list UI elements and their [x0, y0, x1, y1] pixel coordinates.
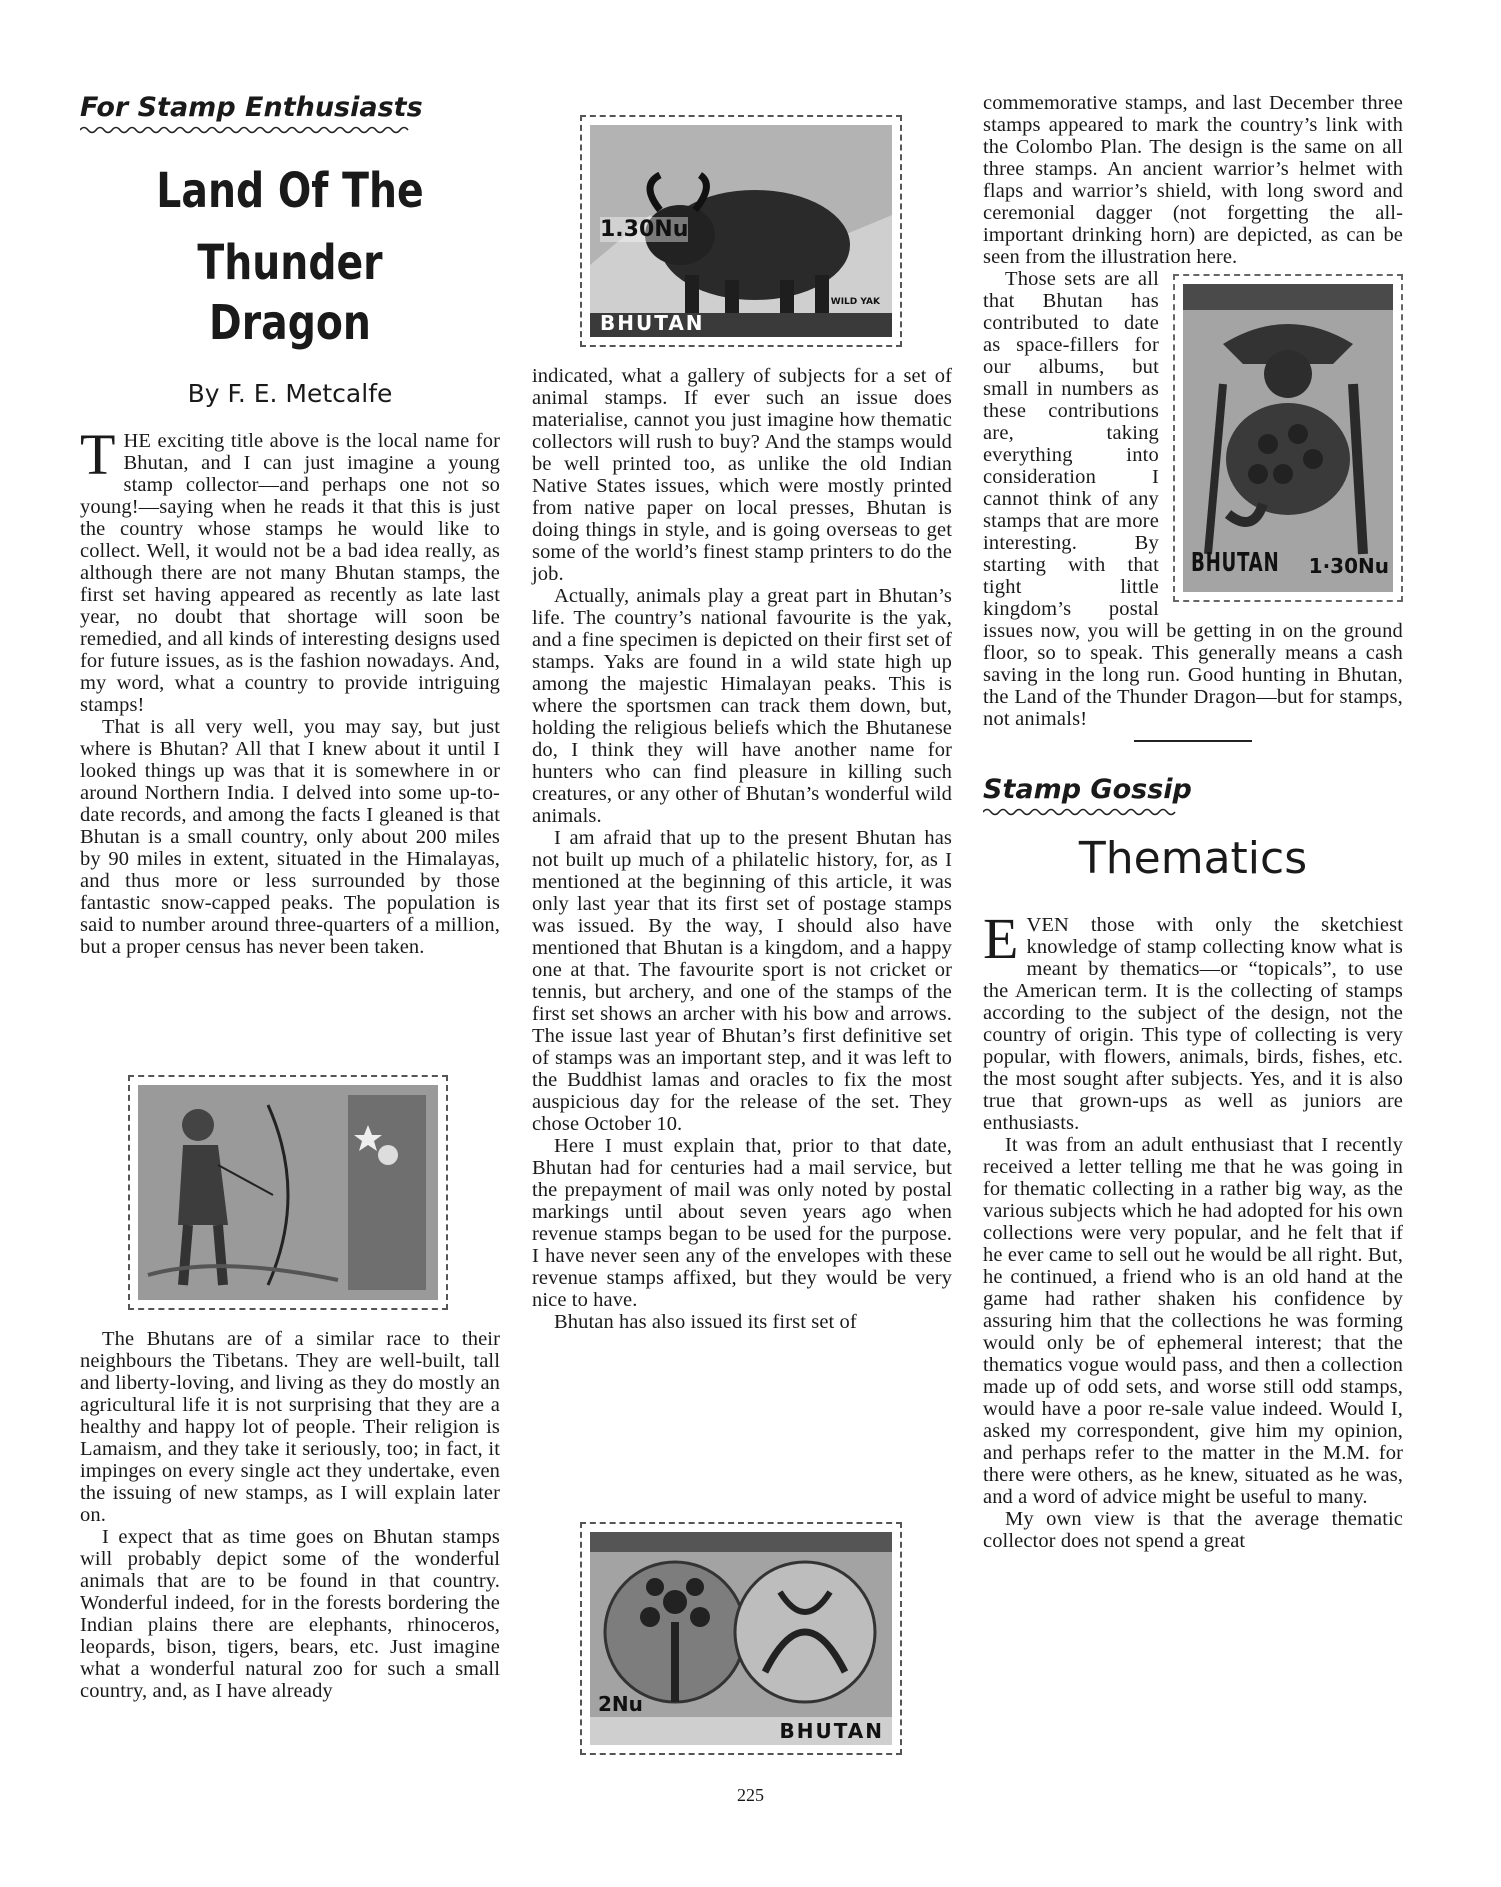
- paragraph: commemorative stamps, and last December three stamps appeared to mark the country’s link with the Colombo Plan. The design is the same on all three stamps. An ancient warrior’s helmet with flaps and warrior’s shield, with long sword and ceremonial dagger (not forgetting the all-important drinking horn) are depicted, as can be seen from the illustration here.: [983, 92, 1403, 268]
- column-1: [80, 92, 500, 1702]
- paragraph: It was from an adult enthusiast that I recently received a letter telling me that he was going in for thematic collecting in a rather big way, as the various subjects which he had adopted for his own collections were very popular, and he felt that if he ever came to sell out he would be all right. But, he continued, a friend who is an old hand at the game had rather shaken his confidence by assuring him that the collections he was forming would only be of ephemeral interest; that the thematics vogue would pass, and then a collection made up of odd sets, and worse still odd stamps, would have a poor re-sale value indeed. Would I, asked my correspondent, give him my opinion, and perhaps refer to the matter in the M.M. for there were others, as he knew, situated as he was, and a word of advice might be useful to many.: [983, 1134, 1403, 1508]
- tree-stamp-country: BHUTAN: [779, 1719, 884, 1743]
- drop-cap: E: [983, 906, 1019, 971]
- helmet-stamp-value: 1·30Nu: [1308, 554, 1389, 578]
- column-3: [983, 92, 1403, 1552]
- paragraph: Those sets are all that Bhutan has contributed to date as space-fillers for our albums, but small in numbers as these contributions are, taking everything into consideration I cannot think of any stamps that are more interesting. By starting with that tight little kingdom’s postal issues now, you will be getting in on the ground floor, so to speak. This generally means a cash saving in the long run. Good hunting in Bhutan, the Land of the Thunder Dragon—but for stamps, not animals!: [983, 268, 1403, 730]
- column-2: [532, 365, 952, 1333]
- helmet-stamp-country: BHUTAN: [1191, 548, 1280, 578]
- paragraph: I expect that as time goes on Bhutan stamps will probably depict some of the wonderful animals that are to be found in that country. Wonderful indeed, for in the forests bordering the Indian plains there are elephants, rhinoceros, leopards, bison, tigers, bears, etc. Just imagine what a wonderful natural zoo for such a small country, and, as I have already: [80, 1526, 500, 1702]
- paragraph: indicated, what a gallery of subjects for a set of animal stamps. If ever such an issue does materialise, cannot you just imagine how thematic collectors will rush to buy? And the stamps would be well printed too, as unlike the old Indian Native States issues, which were mostly printed from native paper on local presses, Bhutan is doing things in style, and is going overseas to get some of the world’s finest stamp printers to do the job.: [532, 365, 952, 585]
- article-2-title: Thematics: [1078, 833, 1308, 884]
- title-line-2: Thunder Dragon: [197, 235, 383, 351]
- helmet-illustration: [1183, 284, 1393, 592]
- paragraph: Here I must explain that, prior to that date, Bhutan had for centuries had a mail service, but the prepayment of mail was only noted by postal markings until about seven years ago when revenue stamps began to be used for the purpose. I have never seen any of the envelopes with these revenue stamps affixed, but they would be very nice to have.: [532, 1135, 952, 1311]
- squiggle-divider: [80, 125, 410, 135]
- article-end-rule: [1134, 740, 1252, 742]
- paragraph: That is all very well, you may say, but just where is Bhutan? All that I knew about it until I looked things up was that it is somewhere in or around Northern India. I delved into some up-to-date records, and among the facts I gleaned is that Bhutan is a small country, only about 200 miles by 90 miles in extent, situated in the Himalayas, and thus more or less surrounded by those fantastic snow-capped peaks. The population is said to number around three-quarters of a million, but a proper census has never been taken.: [80, 716, 500, 958]
- tree-stamp-value: 2Nu: [598, 1692, 643, 1716]
- drop-cap: T: [80, 422, 116, 487]
- title-line-1: Land Of The: [156, 163, 424, 219]
- squiggle-divider: [983, 807, 1178, 817]
- byline: By F. E. Metcalfe: [187, 379, 393, 408]
- archer-illustration: [138, 1085, 438, 1300]
- yak-stamp-country: BHUTAN: [600, 311, 705, 335]
- helmet-stamp-image: [1173, 274, 1403, 602]
- paragraph: THE exciting title above is the local name for Bhutan, and I can just imagine a young stamp collector—and perhaps one not so young!—saying when he reads it that this is just the country whose stamps he would like to collect. Well, it would not be a bad idea really, as although there are not many Bhutan stamps, the first set having appeared as recently as late last year, no doubt that shortage will soon be remedied, and all kinds of interesting designs used for future issues, as is the fashion nowadays. And, my word, what a country to provide intriguing stamps!: [80, 422, 500, 716]
- paragraph: Bhutan has also issued its first set of: [554, 1311, 857, 1333]
- paragraph: Actually, animals play a great part in Bhutan’s life. The country’s national favourite is the yak, and a fine specimen is depicted on their first set of stamps. Yaks are found in a wild state high up among the majestic Himalayan peaks. This is where the sportsmen can track them down, but, holding the religious beliefs which the Bhutanese do, I think they will have another name for hunters who can find pleasure in killing such creatures, or any other of Bhutan’s wonderful wild animals.: [532, 585, 952, 827]
- yak-stamp-caption: WILD YAK: [830, 297, 880, 307]
- section-label: For Stamp Enthusiasts: [80, 92, 423, 123]
- archer-stamp-image: [128, 1075, 448, 1310]
- paragraph: I am afraid that up to the present Bhutan has not built up much of a philatelic history, for, as I mentioned at the beginning of this article, it was only last year that its first set of postage stamps was issued. By the way, I should also have mentioned that Bhutan is a kingdom, and a happy one at that. The favourite sport is not cricket or tennis, but archery, and one of the stamps of the first set shows an archer with his bow and arrows. The issue last year of Bhutan’s first definitive set of stamps was an important step, and it was left to the Buddhist lamas and oracles to fix the most auspicious day for the release of the set. They chose October 10.: [532, 827, 952, 1135]
- paragraph: My own view is that the average thematic collector does not spend a great: [983, 1508, 1403, 1552]
- paragraph: EVEN those with only the sketchiest knowledge of stamp collecting know what is meant by thematics—or “topicals”, to use the American term. It is the collecting of stamps according to the subject of the design, not the country of origin. This type of collecting is very popular, with flowers, animals, birds, fishes, etc. the most sought after subjects. Yes, and it is also true that grown-ups as well as juniors are enthusiasts.: [983, 906, 1403, 1134]
- tree-stamp-image: [580, 1522, 902, 1755]
- section-label-2: Stamp Gossip: [983, 774, 1192, 805]
- yak-stamp-image: [580, 115, 902, 347]
- article-title: [118, 161, 462, 353]
- yak-stamp-value: 1.30Nu: [600, 217, 689, 242]
- paragraph: The Bhutans are of a similar race to their neighbours the Tibetans. They are well-built, tall and liberty-loving, and living as they do mostly an agricultural life it is not surprising that they are a healthy and happy lot of people. Their religion is Lamaism, and they take it seriously, too; in fact, it impinges on every single act they undertake, even the issuing of new stamps, as I will explain later on.: [80, 1328, 500, 1526]
- page-number: 225: [737, 1785, 764, 1805]
